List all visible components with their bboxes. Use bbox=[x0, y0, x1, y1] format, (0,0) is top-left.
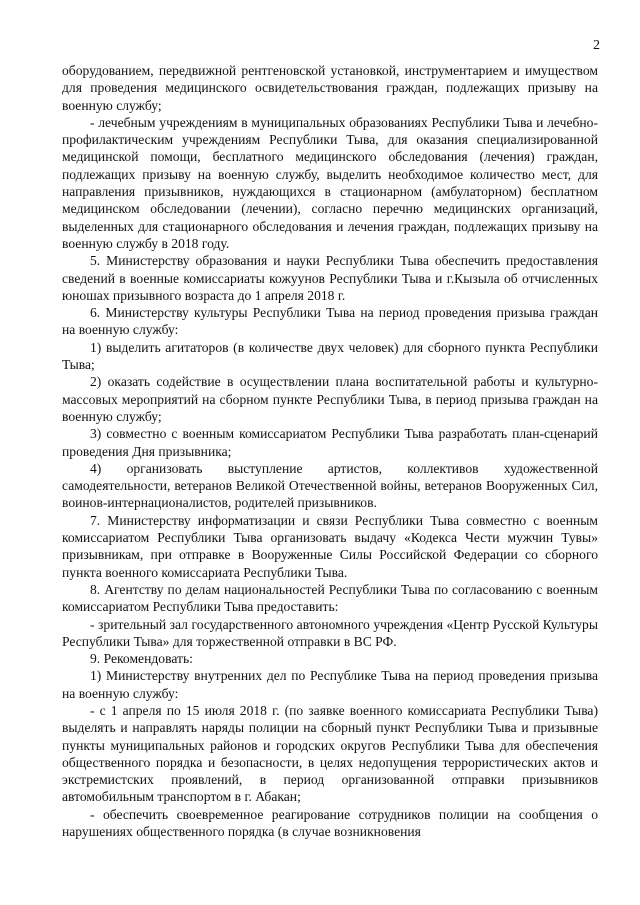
paragraph-item-9-1: 1) Министерству внутренних дел по Республике Тыва на период проведения призыва на военную службу: bbox=[62, 668, 598, 701]
paragraph-item-6-2: 2) оказать содействие в осуществлении плана воспитательной работы и культурно-массовых мероприятий на сборном пункте Республики Тыва, в период призыва граждан на военную службу; bbox=[62, 374, 598, 424]
paragraph-item-8: 8. Агентству по делам национальностей Республики Тыва по согласованию с военным комиссариатом Республики Тыва предоставить: bbox=[62, 581, 598, 615]
paragraph-item-6-1: 1) выделить агитаторов (в количестве двух человек) для сборного пункта Республики Тыва; bbox=[62, 339, 598, 373]
paragraph-item-5: 5. Министерству образования и науки Республики Тыва обеспечить предоставления сведений в военные комиссариаты кожуунов Республики Тыва и г.Кызыла об отчисленных юношах призывного возраста до 1 апреля 2018 г. bbox=[62, 253, 598, 303]
paragraph-item-6: 6. Министерству культуры Республики Тыва на период проведения призыва граждан на военную службу: bbox=[62, 305, 598, 338]
paragraph-item-6-4: 4) организовать выступление артистов, коллективов художественной самодеятельности, ветеранов Великой Отечественной войны, ветеранов Вооруженных Сил, воинов-интернационалистов, родителей призывников. bbox=[62, 460, 598, 511]
paragraph-item-7: 7. Министерству информатизации и связи Республики Тыва совместно с военным комиссариатом Республики Тыва организовать выдачу «Кодекса Чести мужчин Тувы» призывникам, при отправке в Вооруженные Силы Российской Федерации со сборного пункта военного комиссариата Республики Тыва. bbox=[62, 512, 598, 580]
paragraph-item-9-1-police: - с 1 апреля по 15 июля 2018 г. (по заявке военного комиссариата Республики Тыва) выделять и направлять наряды полиции на сборный пункт Республики Тыва и призывные пункты муниципальных районов и городских округов Республики Тыва для обеспечения общественного порядка и безопасности, в целях недопущения террористических актов и экстремистских проявлений, в период организованной отправки призывников автомобильным транспортом в г. Абакан; bbox=[62, 702, 598, 805]
document-body bbox=[62, 62, 598, 840]
page-number: 2 bbox=[593, 38, 600, 53]
paragraph-item-6-3: 3) совместно с военным комиссариатом Республики Тыва разработать план-сценарий проведения Дня призывника; bbox=[62, 426, 598, 459]
paragraph-medical-institutions: - лечебным учреждениям в муниципальных образованиях Республики Тыва и лечебно-профилактическим учреждениям Республики Тыва, для оказания специализированной медицинской помощи, бесплатного медицинского обследования (лечения) граждан, подлежащих призыву на военную службу, выделить необходимое количество мест, для направления призывников, нуждающихся в стационарном (амбулаторном) бесплатном медицинском обследовании (лечении), согласно перечню медицинских организаций, выделенных для стационарного обследования и лечения граждан, подлежащих призыву на военную службу в 2018 году. bbox=[62, 114, 598, 251]
paragraph-continuation: оборудованием, передвижной рентгеновской установкой, инструментарием и имуществом для проведения медицинского освидетельствования граждан, подлежащих призыву на военную службу; bbox=[62, 63, 598, 113]
paragraph-item-9-1-response: - обеспечить своевременное реагирование сотрудников полиции на сообщения о нарушениях общественного порядка (в случае возникновения bbox=[62, 806, 598, 840]
paragraph-item-9: 9. Рекомендовать: bbox=[90, 651, 193, 667]
paragraph-item-8-hall: - зрительный зал государственного автономного учреждения «Центр Русской Культуры Республики Тыва» для торжественной отправки в ВС РФ. bbox=[62, 616, 598, 649]
